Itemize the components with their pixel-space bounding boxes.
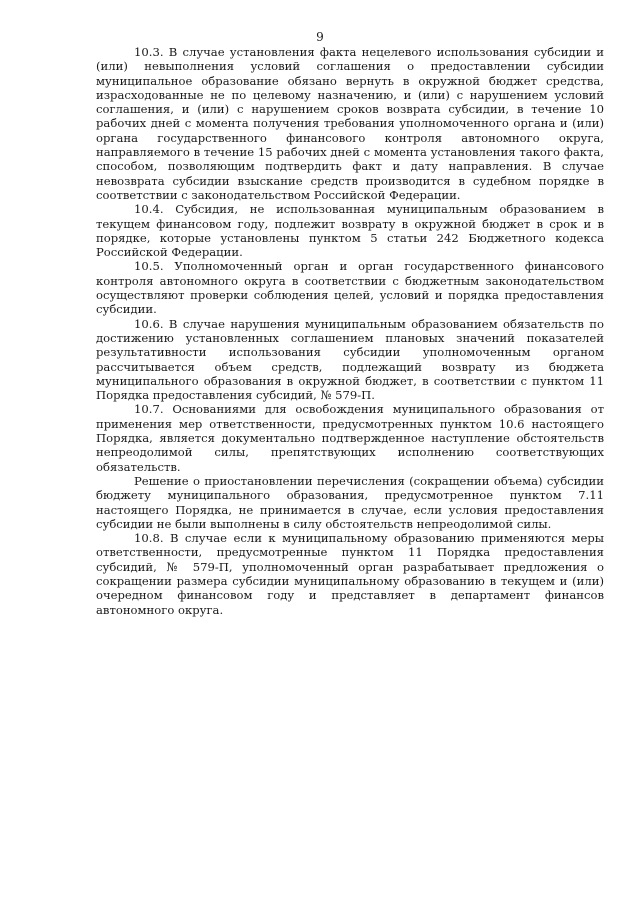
paragraph-10-4: 10.4. Субсидия, не использованная муниципальным образованием в текущем финансовом году, подлежит возврату в окружной бюджет в срок и в порядке, которые установлены пунктом 5 статьи 242 Бюджетного кодекса Российской Федерации. xyxy=(96,202,604,260)
paragraph-10-7-decision: Решение о приостановлении перечисления (сокращении объема) субсидии бюджету муниципального образования, предусмотренное пунктом 7.11 настоящего Порядка, не принимается в случае, если условия предоставления субсидии не были выполнены в силу обстоятельств непреодолимой силы. xyxy=(96,473,604,531)
page-number: 9 xyxy=(316,30,324,44)
paragraph-10-6: 10.6. В случае нарушения муниципальным образованием обязательств по достижению установленных соглашением плановых значений показателей результативности использования субсидии уполномоченным органом рассчитывается объем средств, подлежащий возврату из бюджета муниципального образования в окружной бюджет, в соответствии с пунктом 11 Порядка предоставления субсидий, № 579-П. xyxy=(96,316,604,403)
paragraph-10-7: 10.7. Основаниями для освобождения муниципального образования от применения мер ответственности, предусмотренных пунктом 10.6 настоящего Порядка, является документально подтвержденное наступление обстоятельств непреодолимой силы, препятствующих исполнению соответствующих обязательств. xyxy=(96,402,604,474)
paragraph-10-3: 10.3. В случае установления факта нецелевого использования субсидии и (или) невыполнения условий соглашения о предоставлении субсидии муниципальное образование обязано вернуть в окружной бюджет средства, израсходованные не по целевому назначению, и (или) с нарушением условий соглашения, и (или) с нарушением сроков возврата субсидии, в течение 10 рабочих дней с момента получения требования уполномоченного органа и (или) органа государственного финансового контроля автономного округа, направляемого в течение 15 рабочих дней с момента установления такого факта, способом, позволяющим подтвердить факт и дату направления. В случае невозврата субсидии взыскание средств производится в судебном порядке в соответствии с законодательством Российской Федерации. xyxy=(96,45,604,202)
paragraph-10-8: 10.8. В случае если к муниципальному образованию применяются меры ответственности, предусмотренные пунктом 11 Порядка предоставления субсидий, № 579-П, уполномоченный орган разрабатывает предложения о сокращении размера субсидии муниципальному образованию в текущем и (или) очередном финансовом году и представляет в департамент финансов автономного округа. xyxy=(96,531,604,617)
document-body xyxy=(96,45,604,617)
paragraph-10-5: 10.5. Уполномоченный орган и орган государственного финансового контроля автономного округа в соответствии с бюджетным законодательством осуществляют проверки соблюдения целей, условий и порядка предоставления субсидии. xyxy=(96,259,604,317)
